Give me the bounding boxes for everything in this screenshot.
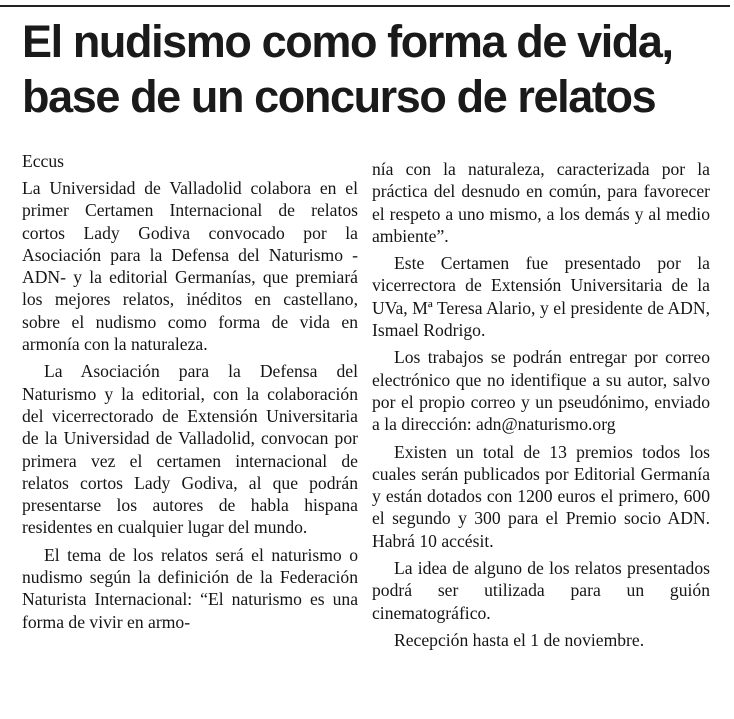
right-column xyxy=(372,158,710,656)
byline: Eccus xyxy=(22,151,65,171)
paragraph: Los trabajos se podrán entregar por correo electrónico que no identifique a su autor, salvo por el propio correo y un pseudónimo, enviado a la dirección: adn@naturismo.org xyxy=(372,347,710,435)
paragraph: El tema de los relatos será el naturismo o nudismo según la definición de la Federación Naturista Internacional: “El naturismo es una forma de vivir en armo- xyxy=(22,544,358,632)
left-column xyxy=(22,150,358,638)
paragraph: La idea de alguno de los relatos presentados podrá ser utilizada para un guión cinematográfico. xyxy=(372,558,710,623)
paragraph: nía con la naturaleza, caracterizada por la práctica del desnudo en común, para favorecer el respeto a uno mismo, a los demás y al medio ambiente”. xyxy=(372,159,710,246)
paragraph: Existen un total de 13 premios todos los cuales serán publicados por Editorial Germanía y están dotados con 1200 euros el primero, 600 el segundo y 300 para el Premio socio ADN. Habrá 10 accésit. xyxy=(372,441,710,551)
top-rule xyxy=(0,5,730,7)
headline-line-2: base de un concurso de relatos xyxy=(22,71,656,122)
paragraph: Este Certamen fue presentado por la vicerrectora de Extensión Universitaria de la UVa, Mª Teresa Alario, y el presidente de ADN, Ismael Rodrigo. xyxy=(372,253,710,341)
paragraph: La Asociación para la Defensa del Naturismo y la editorial, con la colaboración del vicerrectorado de Extensión Universitaria de la Universidad de Valladolid, convocan por primera vez el certamen internacional de relatos cortos Lady Godiva, al que podrán presentarse los autores de habla hispana residentes en cualquier lugar del mundo. xyxy=(22,361,358,538)
paragraph: Recepción hasta el 1 de noviembre. xyxy=(394,629,645,650)
headline xyxy=(22,14,722,124)
headline-line-1: El nudismo como forma de vida, xyxy=(22,16,673,67)
paragraph: La Universidad de Valladolid colabora en el primer Certamen Internacional de relatos cortos Lady Godiva convocado por la Asociación para la Defensa del Naturismo -ADN- y la editorial Germanías, que premiará los mejores relatos, inéditos en castellano, sobre el nudismo como forma de vida en armonía con la naturaleza. xyxy=(22,178,358,355)
